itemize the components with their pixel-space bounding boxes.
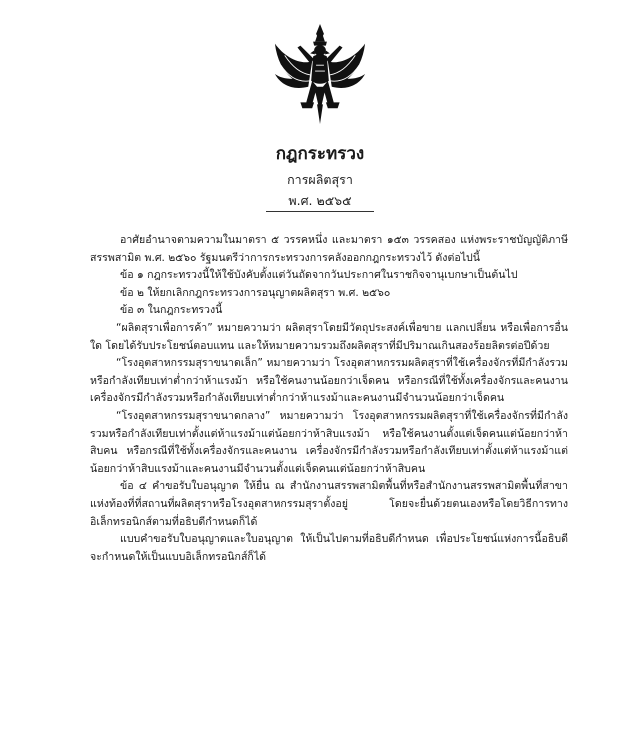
clause-4-paragraph: ข้อ ๔ คำขอรับใบอนุญาต ให้ยื่น ณ สำนักงานสรรพสามิตพื้นที่หรือสำนักงานสรรพสามิตพื้นที่สาขาแห่งท้องที่ที่สถานที่ผลิตสุราหรือโรงอุตสาหกรรมสุราตั้งอยู่ โดยจะยื่นด้วยตนเองหรือโดยวิธีการทางอิเล็กทรอนิกส์ตามที่อธิบดีกำหนดก็ได้ [90,480,568,528]
preamble-paragraph: อาศัยอำนาจตามความในมาตรา ๕ วรรคหนึ่ง และมาตรา ๑๕๓ วรรคสอง แห่งพระราชบัญญัติภาษีสรรพสามิต พ.ศ. ๒๕๖๐ รัฐมนตรีว่าการกระทรวงการคลังออกกฎกระทรวงไว้ ดังต่อไปนี้ [90,234,568,264]
document-subtitle: การผลิตสุรา [287,172,353,187]
clause-2-paragraph: ข้อ ๒ ให้ยกเลิกกฎกระทรวงการอนุญาตผลิตสุรา พ.ศ. ๒๕๖๐ [120,286,391,299]
document-body [90,232,568,566]
definition-commercial-paragraph: “ผลิตสุราเพื่อการค้า” หมายความว่า ผลิตสุราโดยมีวัตถุประสงค์เพื่อขาย แลกเปลี่ยน หรือเพื่อการอื่นใด โดยได้รับประโยชน์ตอบแทน และให้หมายความรวมถึงผลิตสุราที่มีปริมาณเกินสองร้อยลิตรต่อปีด้วย [90,321,568,352]
document-year: พ.ศ. ๒๕๖๕ [288,193,352,208]
clause-1-paragraph: ข้อ ๑ กฎกระทรวงนี้ให้ใช้บังคับตั้งแต่วันถัดจากวันประกาศในราชกิจจานุเบกษาเป็นต้นไป [120,269,518,282]
clause-3-paragraph: ข้อ ๓ ในกฎกระทรวงนี้ [120,304,223,317]
clause-4-form-paragraph: แบบคำขอรับใบอนุญาตและใบอนุญาต ให้เป็นไปตามที่อธิบดีกำหนด เพื่อประโยชน์แห่งการนี้อธิบดีจะกำหนดให้เป็นแบบอิเล็กทรอนิกส์ก็ได้ [90,533,568,563]
document-title: กฎกระทรวง [275,144,365,164]
garuda-emblem-icon [271,22,369,126]
definition-medium-factory-paragraph: “โรงอุตสาหกรรมสุราขนาดกลาง” หมายความว่า โรงอุตสาหกรรมผลิตสุราที่ใช้เครื่องจักรที่มีกำลังรวมหรือกำลังเทียบเท่าตั้งแต่ห้าแรงม้าแต่น้อยกว่าห้าสิบแรงม้า หรือใช้คนงานตั้งแต่เจ็ดคนแต่น้อยกว่าห้าสิบคน หรือกรณีที่ใช้ทั้งเครื่องจักรและคนงาน เครื่องจักรมีกำลังรวมหรือกำลังเทียบเท่าตั้งแต่ห้าแรงม้าแต่น้อยกว่าห้าสิบแรงม้าและคนงานมีจำนวนตั้งแต่เจ็ดคนแต่น้อยกว่าห้าสิบคน [90,409,568,475]
title-divider [266,211,374,212]
definition-small-factory-paragraph: “โรงอุตสาหกรรมสุราขนาดเล็ก” หมายความว่า โรงอุตสาหกรรมผลิตสุราที่ใช้เครื่องจักรที่มีกำลังรวมหรือกำลังเทียบเท่าต่ำกว่าห้าแรงม้า หรือใช้คนงานน้อยกว่าเจ็ดคน หรือกรณีที่ใช้ทั้งเครื่องจักรและคนงาน เครื่องจักรมีกำลังรวมหรือกำลังเทียบเท่าต่ำกว่าห้าแรงม้าและคนงานมีจำนวนน้อยกว่าเจ็ดคน [90,357,568,405]
